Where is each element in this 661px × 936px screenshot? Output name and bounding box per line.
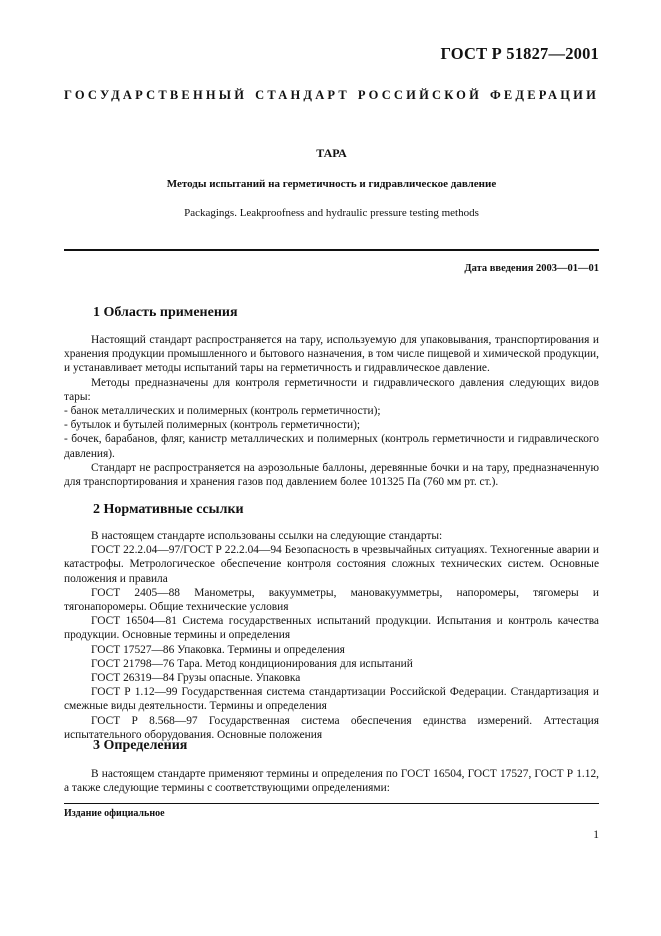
reference-item: ГОСТ 16504—81 Система государственных испытаний продукции. Испытания и контроль качества продукции. Основные термины и определения: [64, 615, 599, 642]
paragraph: В настоящем стандарте использованы ссылки на следующие стандарты:: [91, 530, 443, 542]
reference-item: ГОСТ Р 8.568—97 Государственная система обеспечения единства измерений. Аттестация испытательного оборудования. Основные положения: [64, 714, 599, 741]
reference-item: ГОСТ 17527—86 Упаковка. Термины и определения: [91, 643, 345, 656]
section-body-definitions: [64, 767, 599, 795]
section-body-references: [64, 529, 599, 742]
list-item: - бочек, барабанов, фляг, канистр металлических и полимерных (контроль герметичности и гидравлического давления).: [64, 433, 599, 460]
english-title: Packagings. Leakproofness and hydraulic pressure testing methods: [184, 207, 479, 219]
reference-item: ГОСТ 2405—88 Манометры, вакуумметры, мановакуумметры, напоромеры, тягомеры и тягонапоромеры. Общие технические условия: [64, 586, 599, 614]
list-item: - банок металлических и полимерных (контроль герметичности);: [64, 405, 381, 418]
reference-item: ГОСТ 21798—76 Тара. Метод кондиционирования для испытаний: [91, 657, 413, 670]
state-standard-title: ГОСУДАРСТВЕННЫЙ СТАНДАРТ РОССИЙСКОЙ ФЕДЕРАЦИИ: [64, 88, 599, 102]
document-subtitle: Методы испытаний на герметичность и гидравлическое давление: [166, 178, 497, 190]
section-heading-scope: 1 Область применения: [93, 305, 238, 320]
page-number: 1: [593, 829, 599, 841]
list-item: - бутылок и бутылей полимерных (контроль герметичности);: [64, 419, 361, 432]
section-heading-references: 2 Нормативные ссылки: [93, 502, 244, 517]
reference-item: ГОСТ 22.2.04—97/ГОСТ Р 22.2.04—94 Безопасность в чрезвычайных ситуациях. Техногенные аварии и катастрофы. Метрологическое обеспечение контроля состояния сложных технических систем. Основные положения и правила: [64, 544, 599, 585]
document-code: ГОСТ Р 51827—2001: [440, 44, 599, 63]
header-divider: [64, 249, 599, 251]
reference-item: ГОСТ 26319—84 Грузы опасные. Упаковка: [91, 672, 301, 685]
document-title: ТАРА: [316, 146, 347, 160]
effective-date: Дата введения 2003—01—01: [464, 263, 599, 274]
footer-divider: [64, 803, 599, 804]
edition-label: Издание официальное: [64, 808, 165, 819]
reference-item: ГОСТ Р 1.12—99 Государственная система стандартизации Российской Федерации. Стандартизация и смежные виды деятельности. Термины и определения: [64, 686, 599, 713]
section-heading-definitions: 3 Определения: [93, 738, 188, 753]
paragraph: Стандарт не распространяется на аэрозольные баллоны, деревянные бочки и на тару, предназначенную для транспортирования и хранения газов под давлением более 101325 Па (760 мм рт. ст.).: [64, 461, 599, 489]
paragraph: Методы предназначены для контроля герметичности и гидравлического давления следующих видов тары:: [64, 376, 599, 403]
paragraph: В настоящем стандарте применяют термины и определения по ГОСТ 16504, ГОСТ 17527, ГОСТ Р 1.12, а также следующие термины с соответствующими определениями:: [64, 768, 599, 795]
paragraph: Настоящий стандарт распространяется на тару, используемую для упаковывания, транспортирования и хранения продукции промышленного и бытового назначения, в том числе пищевой и химической продукции, и устанавливает методы испытаний тары на герметичность и гидравлическое давление.: [64, 334, 599, 375]
section-body-scope: [64, 333, 599, 489]
